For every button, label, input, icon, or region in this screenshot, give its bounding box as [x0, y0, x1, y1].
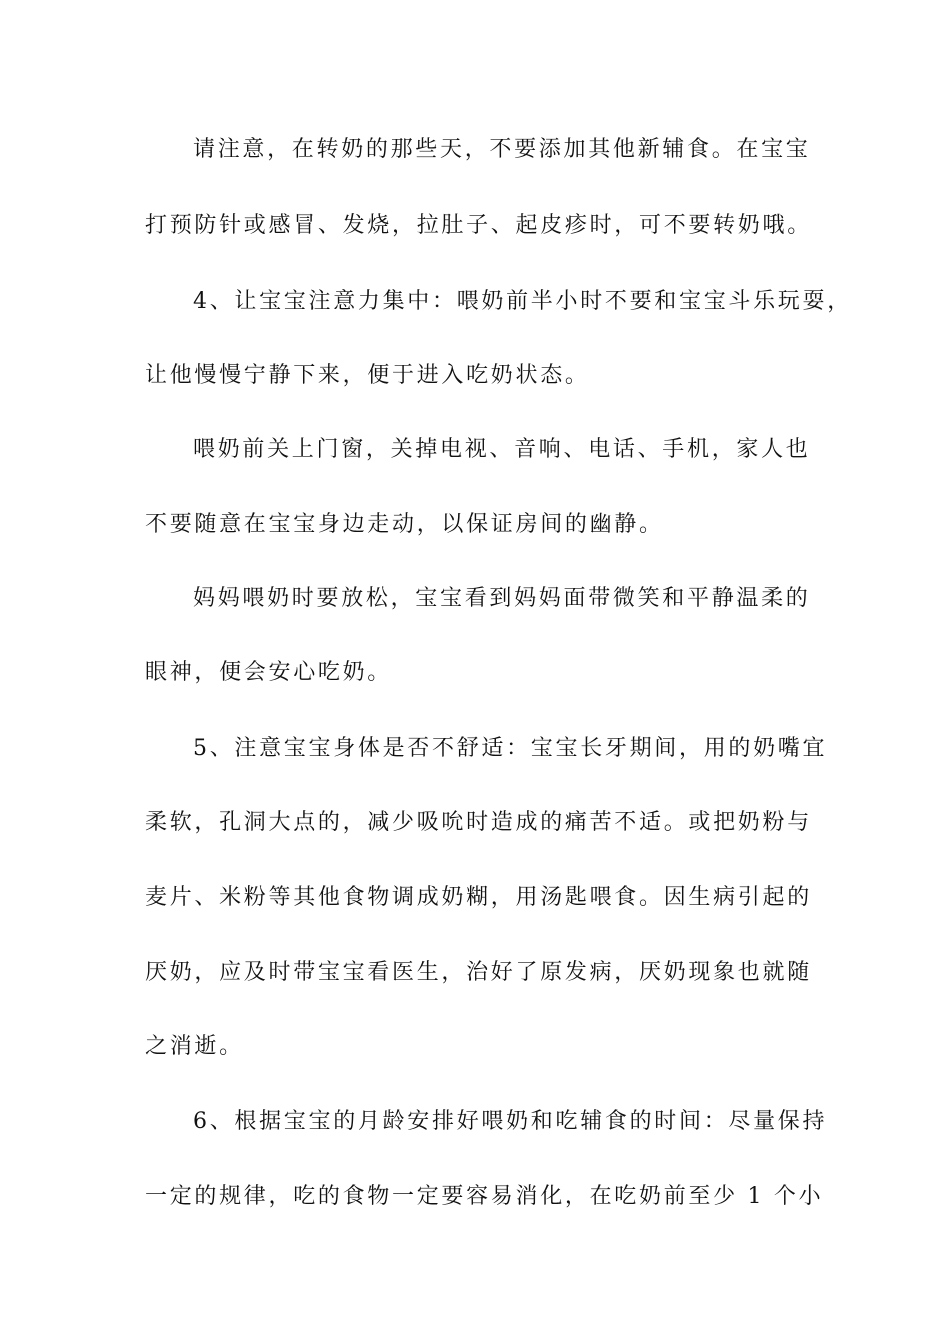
- paragraph-line: 妈妈喂奶时要放松，宝宝看到妈妈面带微笑和平静温柔的: [193, 586, 811, 611]
- paragraph-line: 厌奶，应及时带宝宝看医生，治好了原发病，厌奶现象也就随: [145, 960, 812, 985]
- paragraph-line: 不要随意在宝宝身边走动，以保证房间的幽静。: [145, 512, 664, 537]
- paragraph-line: 打预防针或感冒、发烧，拉肚子、起皮疹时，可不要转奶哦。: [145, 213, 812, 238]
- paragraph-line: 4、让宝宝注意力集中：喂奶前半小时不要和宝宝斗乐玩耍，: [193, 289, 852, 314]
- paragraph-line: 6、根据宝宝的月龄安排好喂奶和吃辅食的时间：尽量保持: [193, 1109, 828, 1134]
- paragraph-line: 眼神，便会安心吃奶。: [145, 660, 393, 685]
- paragraph-line: 之消逝。: [145, 1034, 244, 1059]
- paragraph-line: 请注意，在转奶的那些天，不要添加其他新辅食。在宝宝: [193, 137, 811, 162]
- paragraph-line: 一定的规律，吃的食物一定要容易消化，在吃奶前至少 1 个小: [145, 1184, 824, 1209]
- paragraph-line: 5、注意宝宝身体是否不舒适：宝宝长牙期间，用的奶嘴宜: [193, 736, 828, 761]
- paragraph-line: 麦片、米粉等其他食物调成奶糊，用汤匙喂食。因生病引起的: [145, 885, 812, 910]
- paragraph-line: 让他慢慢宁静下来，便于进入吃奶状态。: [145, 363, 590, 388]
- paragraph-line: 柔软，孔洞大点的，减少吸吮时造成的痛苦不适。或把奶粉与: [145, 810, 812, 835]
- paragraph-line: 喂奶前关上门窗，关掉电视、音响、电话、手机，家人也: [193, 437, 811, 462]
